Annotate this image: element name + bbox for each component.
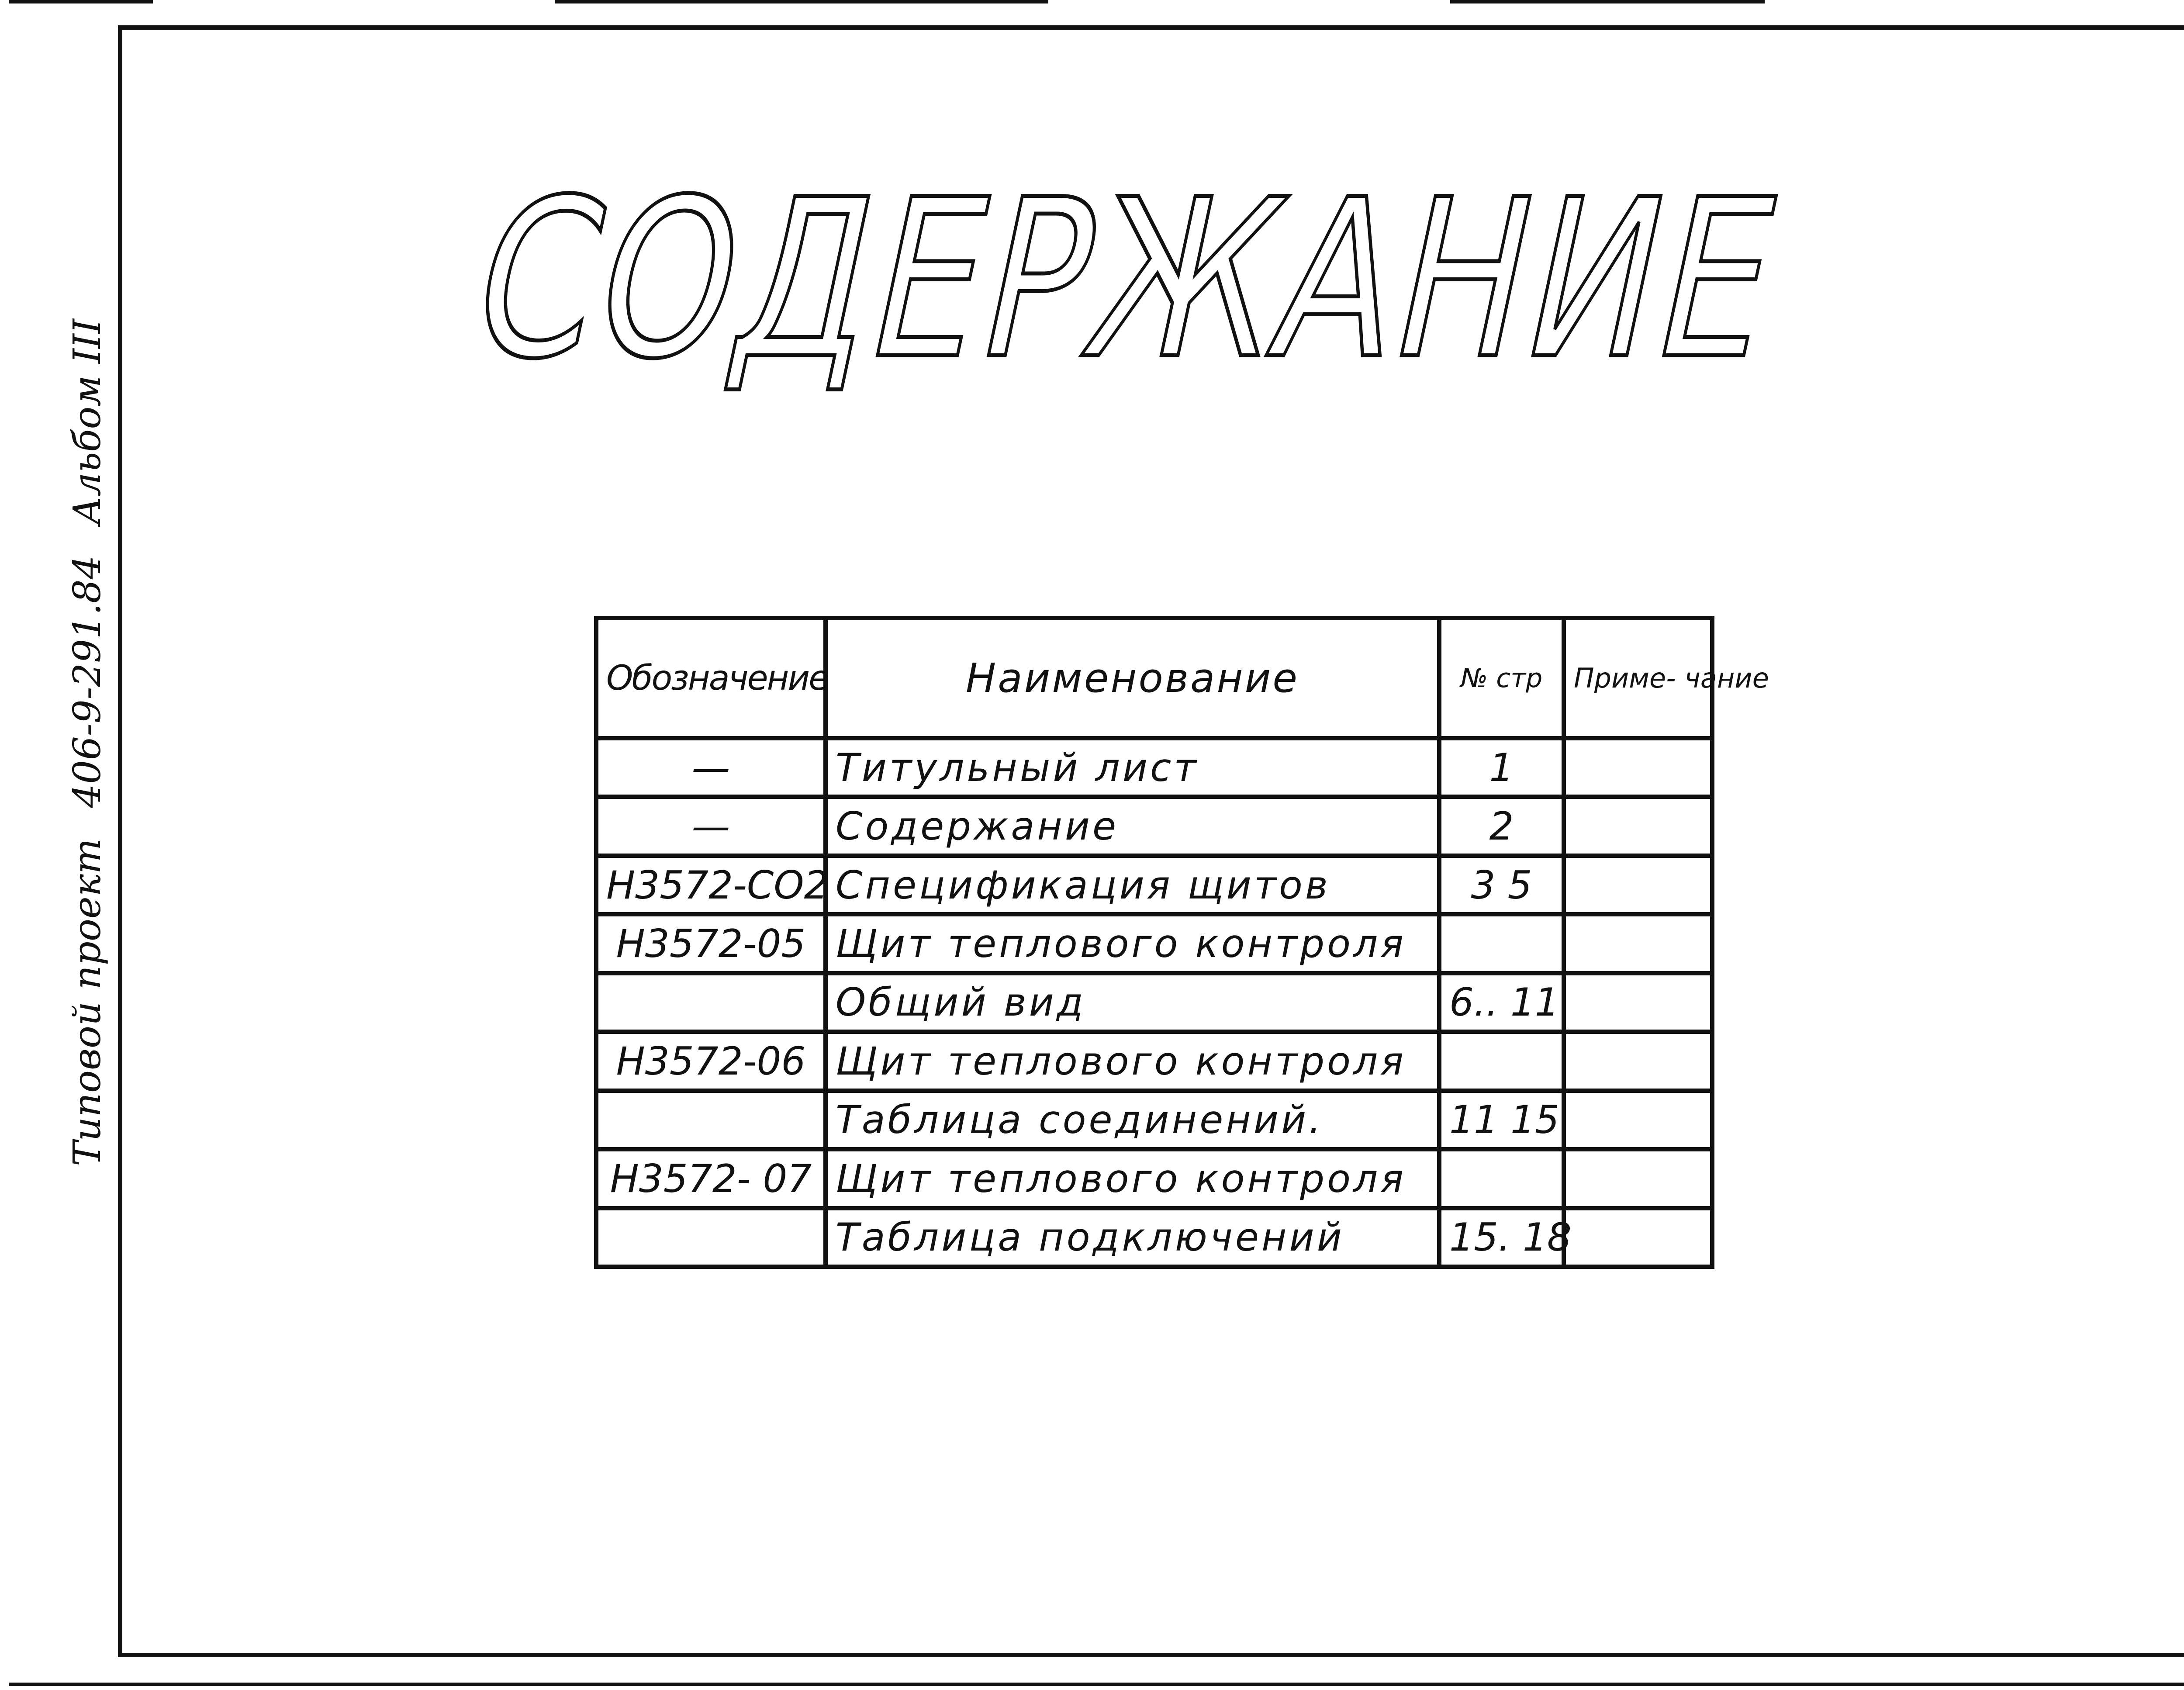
cell-page (1439, 1032, 1564, 1090)
table-row (596, 973, 1712, 1032)
page-title: СОДЕРЖАНИЕ (453, 152, 1801, 407)
project-code: 406-9-291.84 (66, 555, 109, 808)
top-border-segment (1450, 0, 1765, 3)
bottom-border (9, 1683, 2184, 1686)
cell-designation (596, 1091, 826, 1149)
cell-note (1564, 914, 1712, 973)
cell-note (1564, 856, 1712, 914)
side-caption (66, 319, 109, 1166)
cell-name: Щит теплового контроля (826, 1149, 1439, 1208)
cell-page (1439, 1149, 1564, 1208)
cell-name: Таблица подключений (826, 1208, 1439, 1267)
cell-page: 1 (1439, 738, 1564, 797)
cell-name: Спецификация щитов (826, 856, 1439, 914)
header-name: Наименование (826, 618, 1439, 738)
cell-name: Содержание (826, 797, 1439, 855)
cell-name: Титульный лист (826, 738, 1439, 797)
cell-note (1564, 973, 1712, 1032)
cell-designation: — (596, 738, 826, 797)
cell-designation (596, 1208, 826, 1267)
cell-page: 2 (1439, 797, 1564, 855)
cell-name: Таблица соединений. (826, 1091, 1439, 1149)
cell-page: 15. 18 (1439, 1208, 1564, 1267)
contents-table (594, 616, 1769, 1269)
cell-designation (596, 973, 826, 1032)
cell-page (1439, 914, 1564, 973)
header-designation: Обозначение (596, 618, 826, 738)
table-row (596, 797, 1712, 855)
cell-note (1564, 738, 1712, 797)
table-row (596, 1149, 1712, 1208)
top-border-segment (9, 0, 153, 3)
header-page: № стр (1439, 618, 1564, 738)
cell-note (1564, 1149, 1712, 1208)
album-label: Альбом III (66, 319, 109, 525)
cell-note (1564, 1208, 1712, 1267)
cell-name: Щит теплового контроля (826, 914, 1439, 973)
cell-page: 11 15 (1439, 1091, 1564, 1149)
table-row (596, 1032, 1712, 1090)
table-row (596, 1208, 1712, 1267)
table-row (596, 856, 1712, 914)
cell-designation: — (596, 797, 826, 855)
table-row (596, 1091, 1712, 1149)
cell-designation: Н3572-05 (596, 914, 826, 973)
cell-designation: Н3572- 07 (596, 1149, 826, 1208)
cell-note (1564, 1032, 1712, 1090)
cell-page: 3 5 (1439, 856, 1564, 914)
cell-name: Общий вид (826, 973, 1439, 1032)
cell-designation: Н3572-06 (596, 1032, 826, 1090)
header-note: Приме- чание (1564, 618, 1712, 738)
top-border-segment (555, 0, 1048, 3)
cell-page: 6.. 11 (1439, 973, 1564, 1032)
cell-note (1564, 797, 1712, 855)
project-label: Типовой проект (66, 838, 109, 1166)
table-row (596, 738, 1712, 797)
table-row (596, 914, 1712, 973)
table-header-row (596, 618, 1712, 738)
cell-note (1564, 1091, 1712, 1149)
cell-name: Щит теплового контроля (826, 1032, 1439, 1090)
cell-designation: Н3572-СО2 (596, 856, 826, 914)
